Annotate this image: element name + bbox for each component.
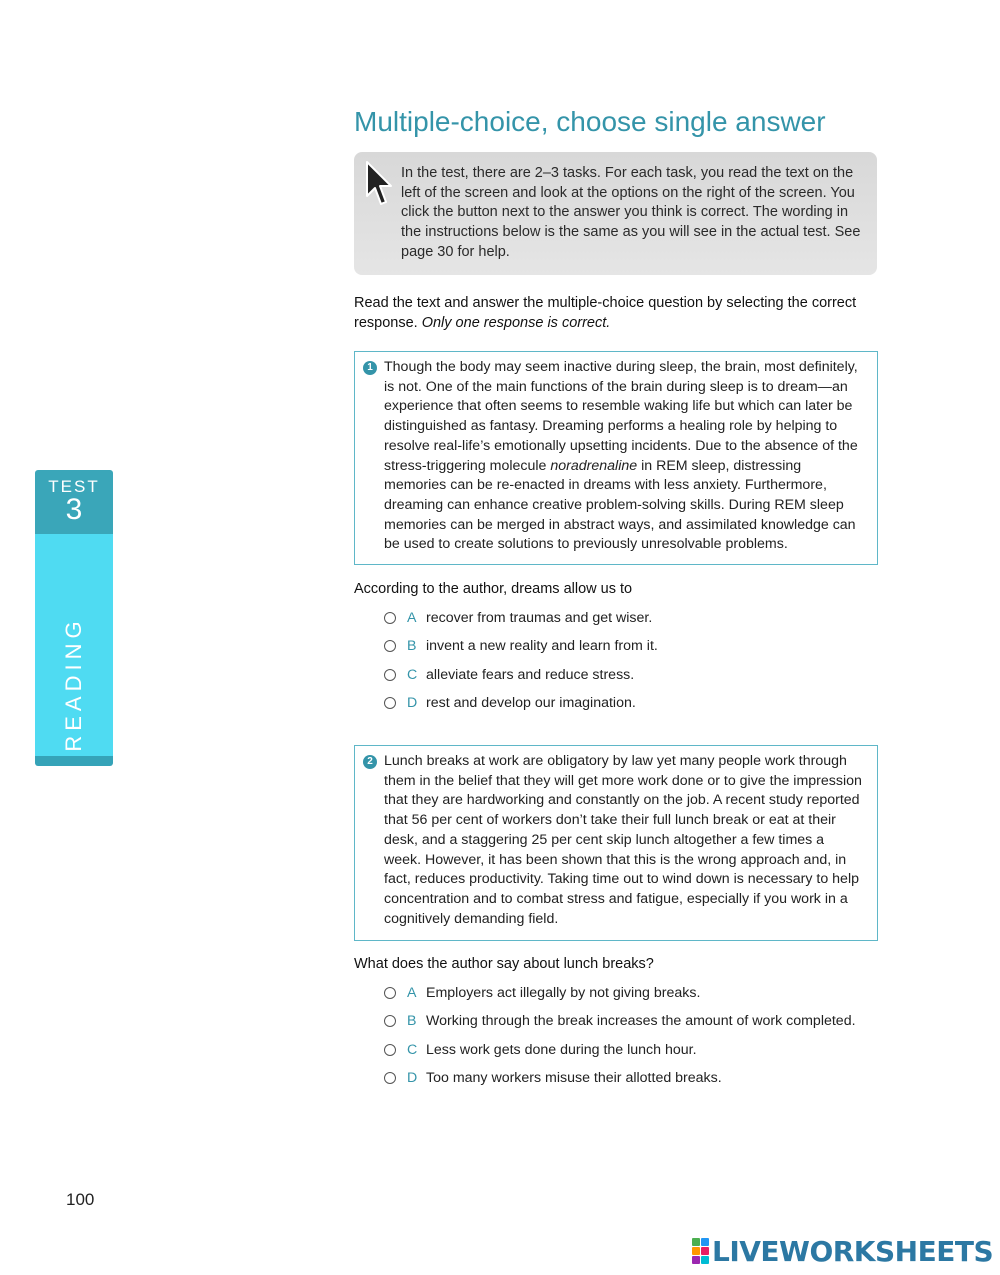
option-text: rest and develop our imagination. xyxy=(426,694,636,711)
radio-button[interactable] xyxy=(384,697,396,709)
section-band xyxy=(35,534,113,756)
option-1c[interactable] xyxy=(384,667,658,695)
option-letter: C xyxy=(407,666,418,683)
option-1a[interactable] xyxy=(384,610,658,638)
question-2: What does the author say about lunch breaks? xyxy=(354,956,654,972)
option-text: alleviate fears and reduce stress. xyxy=(426,666,635,683)
directions xyxy=(354,293,874,333)
task-number-badge: 2 xyxy=(363,755,377,769)
passage-text: Though the body may seem inactive during sleep, the brain, most definitely, is not. One of the main functions of the brain during sleep is to dream—an experience that often seems to resemble waking life but which can later be distinguished as fantasy. Dreaming performs a healing role by helping to resolve real-life’s emotionally upsetting incidents. Due to the absence of the stress-triggering molecule xyxy=(384,359,858,474)
option-letter: D xyxy=(407,1069,418,1086)
radio-button[interactable] xyxy=(384,987,396,999)
option-letter: A xyxy=(407,985,417,1001)
option-1d[interactable] xyxy=(384,695,658,723)
directions-main: Read the text and answer the multiple-choice question by selecting the correct response. xyxy=(354,295,857,331)
passage-1 xyxy=(354,351,878,565)
radio-button[interactable] xyxy=(384,669,396,681)
test-number: 3 xyxy=(65,493,83,526)
option-2a[interactable] xyxy=(384,985,856,1013)
watermark-text: LIVEWORKSHEETS xyxy=(712,1234,994,1268)
option-letter: B xyxy=(407,638,417,655)
option-2c[interactable] xyxy=(384,1042,856,1070)
option-2b[interactable] xyxy=(384,1013,856,1041)
section-band-footer xyxy=(35,756,113,766)
liveworksheets-logo-icon xyxy=(692,1238,709,1264)
option-letter: A xyxy=(407,610,417,626)
passage-text-continued: in REM sleep, distressing memories can be re-enacted in dreams with less anxiety. Furthermore, dreaming can enhance creative problem-solving skills. During REM sleep memories can be merged in abstract ways, and assimilated knowledge can be used to create solutions to previously unresolvable problems. xyxy=(384,457,856,553)
instructions-text: In the test, there are 2–3 tasks. For each task, you read the text on the left of the screen and look at the options on the right of the screen. You click the button next to the answer you think is correct. The wording in the instructions below is the same as you will see in the actual test. See page 30 for help. xyxy=(401,165,861,260)
option-letter: B xyxy=(407,1013,417,1030)
directions-italic: Only one response is correct. xyxy=(421,315,611,331)
option-letter: D xyxy=(407,694,418,711)
radio-button[interactable] xyxy=(384,612,396,624)
option-text: Less work gets done during the lunch hour. xyxy=(426,1041,697,1058)
option-text: invent a new reality and learn from it. xyxy=(426,638,658,655)
option-text: recover from traumas and get wiser. xyxy=(426,610,653,626)
question-1: According to the author, dreams allow us to xyxy=(354,581,633,597)
page-number: 100 xyxy=(66,1190,95,1209)
passage-text: Lunch breaks at work are obligatory by law yet many people work through them in the belief that they will get more work done or to give the impression that they are hardworking and constantly on the job. A recent study reported that 56 per cent of workers don’t take their full lunch break or eat at their desk, and a staggering 25 per cent skip lunch altogether a few times a week. However, it has been shown that this is the wrong approach and, in fact, reduces productivity. Taking time out to wind down is necessary to help concentration and to combat stress and fatigue, especially if you work in a cognitively demanding field. xyxy=(384,753,862,927)
section-label: READING xyxy=(61,616,86,752)
option-2d[interactable] xyxy=(384,1070,856,1098)
task-number-badge: 1 xyxy=(363,361,377,375)
passage-italic-term: noradrenaline xyxy=(550,457,638,474)
option-text: Too many workers misuse their allotted breaks. xyxy=(426,1069,722,1086)
passage-2 xyxy=(354,745,878,941)
option-text: Working through the break increases the amount of work completed. xyxy=(426,1013,856,1030)
test-badge xyxy=(35,470,113,534)
test-label: TEST xyxy=(48,477,100,496)
instructions-box xyxy=(354,152,877,275)
options-1 xyxy=(384,610,658,723)
radio-button[interactable] xyxy=(384,1072,396,1084)
mouse-cursor-icon xyxy=(364,160,394,210)
option-1b[interactable] xyxy=(384,638,658,666)
option-text: Employers act illegally by not giving breaks. xyxy=(426,985,701,1001)
options-2 xyxy=(384,985,856,1098)
side-tab xyxy=(35,470,113,766)
liveworksheets-logo xyxy=(692,1236,993,1266)
page-title: Multiple-choice, choose single answer xyxy=(354,106,826,137)
radio-button[interactable] xyxy=(384,1044,396,1056)
radio-button[interactable] xyxy=(384,640,396,652)
radio-button[interactable] xyxy=(384,1015,396,1027)
option-letter: C xyxy=(407,1041,418,1058)
